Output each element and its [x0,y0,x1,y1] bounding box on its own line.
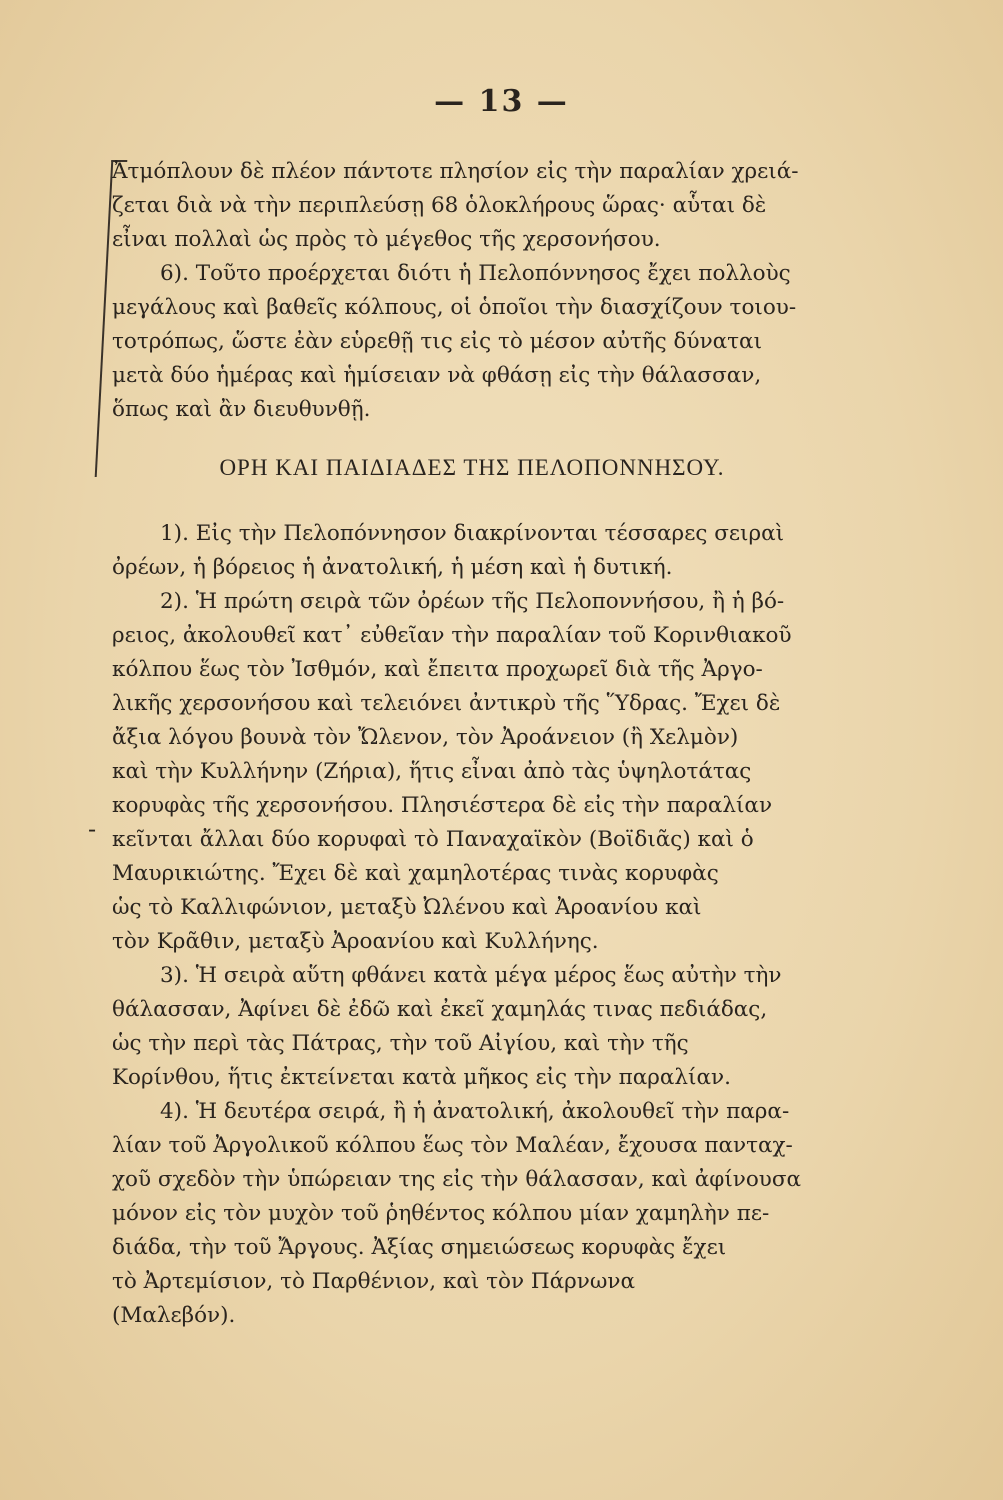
text-line: τὸ Ἀρτεμίσιον, τὸ Παρθένιον, καὶ τὸν Πάρνωνα [112,1269,635,1294]
text-line: κορυφὰς τῆς χερσονήσου. Πλησιέστερα δὲ εἰς τὴν παραλίαν [112,793,773,818]
text-line: θάλασσαν, Ἀφίνει δὲ ἐδῶ καὶ ἐκεῖ χαμηλάς τινας πεδιάδας, [112,997,768,1022]
text-line: τοτρόπως, ὥστε ἐὰν εὑρεθῇ τις εἰς τὸ μέσον αὐτῆς δύναται [112,329,763,354]
text-line: Κορίνθου, ἥτις ἐκτείνεται κατὰ μῆκος εἰς τὴν παραλίαν. [112,1065,731,1090]
text-line: 1). Εἰς τὴν Πελοπόννησον διακρίνονται τέσσαρες σειραὶ [160,521,785,546]
text-line: ὅπως καὶ ἂν διευθυνθῇ. [112,397,371,422]
text-line: κεῖνται ἄλλαι δύο κορυφαὶ τὸ Παναχαϊκὸν (Βοϊδιᾶς) καὶ ὁ [112,827,754,852]
text-line: Ἀτμόπλουν δὲ πλέον πάντοτε πλησίον εἰς τὴν παραλίαν χρειά- [112,159,799,184]
text-line: μετὰ δύο ἡμέρας καὶ ἡμίσειαν νὰ φθάσῃ εἰς τὴν θάλασσαν, [112,363,762,388]
body-text [112,155,832,1333]
text-line: Μαυρικιώτης. Ἔχει δὲ καὶ χαμηλοτέρας τινὰς κορυφὰς [112,861,719,886]
text-line: κόλπου ἕως τὸν Ἰσθμόν, καὶ ἔπειτα προχωρεῖ διὰ τῆς Ἀργο- [112,657,763,682]
text-line: ὡς τὸ Καλλιφώνιον, μεταξὺ Ὠλένου καὶ Ἀροανίου καὶ [112,895,702,920]
text-line: μόνον εἰς τὸν μυχὸν τοῦ ῥηθέντος κόλπου μίαν χαμηλὴν πε- [112,1201,770,1226]
text-line: ζεται διὰ νὰ τὴν περιπλεύσῃ 68 ὁλοκλήρους ὥρας· αὗται δὲ [112,193,767,218]
text-line: 6). Τοῦτο προέρχεται διότι ἡ Πελοπόννησος ἔχει πολλοὺς [160,261,791,286]
margin-dash: - [88,815,97,843]
text-line: (Μαλεβόν). [112,1303,236,1328]
text-line: λικῆς χερσονήσου καὶ τελειόνει ἀντικρὺ τῆς Ὕδρας. Ἔχει δὲ [112,691,781,716]
text-line: καὶ τὴν Κυλλήνην (Ζήρια), ἥτις εἶναι ἀπὸ τὰς ὑψηλοτάτας [112,759,752,784]
text-line: 3). Ἡ σειρὰ αὕτη φθάνει κατὰ μέγα μέρος ἕως αὐτὴν τὴν [160,963,782,988]
text-line: ὀρέων, ἡ βόρειος ἡ ἀνατολική, ἡ μέση καὶ ἡ δυτική. [112,555,673,580]
page-number: — 13 — [434,84,569,119]
text-line: ὡς τὴν περὶ τὰς Πάτρας, τὴν τοῦ Αἰγίου, καὶ τὴν τῆς [112,1031,689,1056]
text-line: ἄξια λόγου βουνὰ τὸν Ὤλενον, τὸν Ἀροάνειον (ἢ Χελμὸν) [112,725,739,750]
text-line: μεγάλους καὶ βαθεῖς κόλπους, οἱ ὁποῖοι τὴν διασχίζουν τοιου- [112,295,797,320]
section-heading: ΟΡΗ ΚΑΙ ΠΑΙΔΙΑΔΕΣ ΤΗΣ ΠΕΛΟΠΟΝΝΗΣΟΥ. [219,455,725,480]
text-line: διάδα, τὴν τοῦ Ἄργους. Ἀξίας σημειώσεως κορυφὰς ἔχει [112,1235,727,1260]
text-line: 4). Ἡ δευτέρα σειρά, ἢ ἡ ἀνατολική, ἀκολουθεῖ τὴν παρα- [160,1099,790,1124]
text-line: εἶναι πολλαὶ ὡς πρὸς τὸ μέγεθος τῆς χερσονήσου. [112,227,661,252]
text-line: ρειος, ἀκολουθεῖ κατ᾽ εὐθεῖαν τὴν παραλίαν τοῦ Κορινθιακοῦ [112,623,792,648]
text-line: λίαν τοῦ Ἀργολικοῦ κόλπου ἕως τὸν Μαλέαν, ἔχουσα πανταχ- [112,1133,793,1158]
text-line: χοῦ σχεδὸν τὴν ὑπώρειαν της εἰς τὴν θάλασσαν, καὶ ἀφίνουσα [112,1167,802,1192]
text-line: 2). Ἡ πρώτη σειρὰ τῶν ὀρέων τῆς Πελοποννήσου, ἢ ἡ βό- [160,589,785,614]
text-line: τὸν Κρᾶθιν, μεταξὺ Ἀροανίου καὶ Κυλλήνης. [112,929,599,954]
